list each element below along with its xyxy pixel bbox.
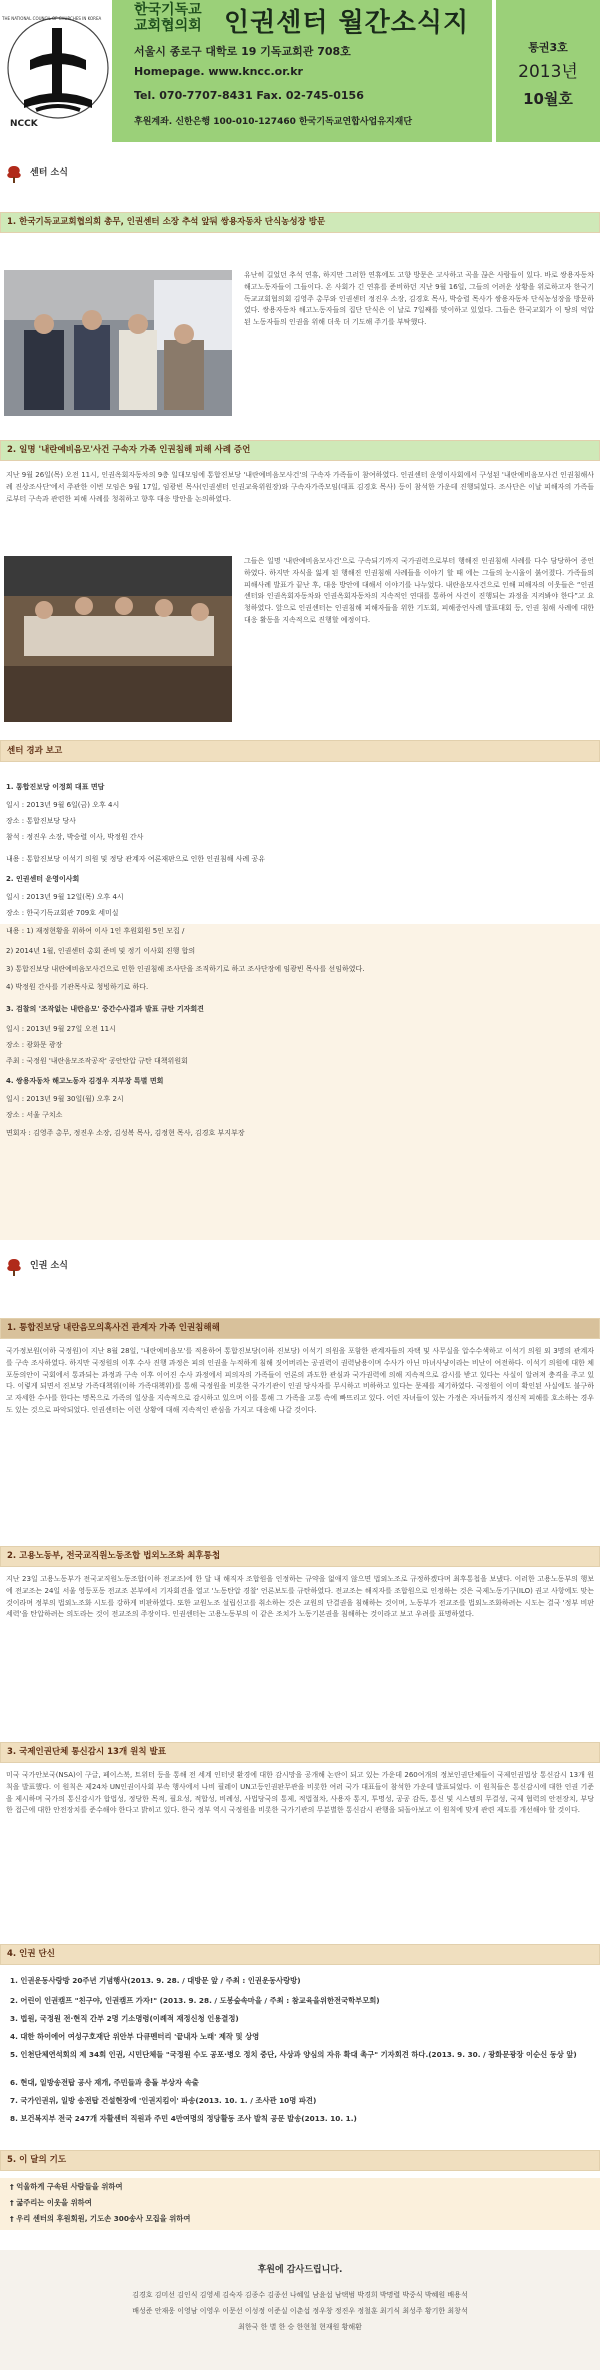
issue-year: 2013년 [518,62,578,82]
issue-panel [496,0,600,142]
ncck-emblem-icon [0,0,110,142]
report-line: 내용 : 통합진보당 이석기 의원 및 정당 관계자 여론재판으로 인한 인권침해 사례 공유 [6,855,265,863]
brief-news-item: 7. 국가인권위, 일방 송전탑 건설현장에 '인권지킴이' 파송(2013. 10. 1. / 조사관 10명 파견) [10,2096,317,2105]
address-text: 서울시 종로구 대학로 19 기독교회관 708호 [134,45,351,58]
prayer-list [0,2178,600,2230]
account-text: 후원계좌. 신한은행 100-010-127460 한국기독교연합사업유지재단 [134,117,413,127]
thanks-title: 후원에 감사드립니다. [257,2265,343,2275]
brief-news-item: 3. 법원, 국정원 전·현직 간부 2명 기소명령(이례적 재정신청 인용결정) [10,2014,239,2023]
donor-names-1: 김경호 김미선 김인식 김영세 김숙자 김종수 김종선 나혜일 남윤섭 남택범 박경희 박명렬 박중식 박혜원 배용석 [132,2291,468,2299]
news-body-family-1: 지난 9월 26일(목) 오전 11시, 인권옥회자동차의 9층 일대모임에 통합진보당 '내란예비음모사건'의 구속자 가족들이 참여하였다. 인권센터 운영이사회에서 구성된 '내란예비음모사건 인권침해사례 진상조사단'에서 주관한 이번 모임은 9월 17일, 임광빈 목사(인권센터 인권교육위원장)와 구속자가족모임(대표 김경호 목사) 등이 참석한 가운데 진행되었다. 조사단은 이날 피해자의 가족들로부터 구속과 관련한 피해 사례를 청취하고 향후 대응 방안을 논의하였다. [6,471,594,503]
brief-news-item: 1. 인권운동사랑방 20주년 기념행사(2013. 9. 28. / 대방문 앞 / 주최 : 인권운동사랑방) [10,1976,301,1985]
report-line: 장소 : 통합진보당 당사 [6,817,76,825]
report-line: 장소 : 광화문 광장 [6,1041,63,1049]
report-line: 장소 : 한국기독교회관 709호 세미실 [6,909,119,917]
brief-news-item: 2. 어린이 인권캠프 "친구야, 인권캠프 가자!" (2013. 9. 28. / 도봉숲속마을 / 주최 : 참교육을위한전국학부모회) [10,1996,380,2005]
report-line: 1. 통합진보당 이정희 대표 면담 [6,783,105,791]
tel-fax-text: Tel. 070-7707-8431 Fax. 02-745-0156 [134,89,364,102]
photo-image [4,270,232,416]
brief-news-item: 6. 현대, 일방송전탑 공사 재개, 주민들과 충돌 부상자 속출 [10,2078,199,2087]
section-heading-human-rights-news [0,1255,68,1279]
hr-news-body-2: 지난 23일 고용노동부가 전국교직원노동조합(이하 전교조)에 한 달 내 해직자 조합원을 인정하는 규약을 없애지 않으면 법외노조로 규정하겠다며 최후통첩을 보냈다. 이러한 고용노동부의 행보에 전교조는 24일 서울 영등포동 전교조 본부에서 기자회견을 열고 '노동탄압 경찰' 언론보도를 규탄하였다. 전교조는 해직자를 조합원으로 인정하는 것은 국제노동기구(ILO) 권고 사항에도 맞는 것이라며 정부의 법외노조화 시도를 강하게 비판하였다. 또한 교원노조 설립신고를 취소하는 것은 교원의 단결권을 침해하는 것이며, 노동부가 전교조를 법외노조화하려는 시도는 결국 '정부 비판 세력'을 탄압하려는 의도라는 것이 전교조의 주장이다. 인권센터는 고용노동부의 이 같은 조치가 노동기본권을 침해하는 것이라고 보고 우려를 표명하였다. [6,1575,594,1619]
donor-names-3: 최한국 한 별 한 승 한현철 현재원 황해환 [238,2323,362,2331]
donor-thanks [0,2250,600,2370]
homepage-text: Homepage. www.kncc.or.kr [134,65,303,78]
hr-news-body-1: 국가정보원(이하 국정원)이 지난 8월 28일, '내란예비음모'를 적용하여 통합진보당(이하 진보당) 이석기 의원을 포함한 관계자들의 자택 및 사무실을 압수수색하고 이석기 의원 외 3명의 관계자를 구속 조사하였다. 하지만 국정원의 이후 수사 진행 과정은 피의 인권을 누적하게 침해 짓어버리는 공권력이 권력남용이며 수사가 아닌 마녀사냥이라는 비난이 여전하다. 이석기 의원에 대한 체포동의안이 국회에서 통과되는 과정과 구속 이후 이어진 수사 과정에서 피의자의 가족들이 언론의 과도한 관심과 국가권력에 의해 지속적으로 감시를 받고 있다는 사실이 알려져 충격을 주고 있다. 이렇게 되면서 진보당 가족대책위(이하 가족대책위)를 통해 국정원을 비롯한 국가기관이 인권 당사자를 무시하고 비하하고 있다는 문제를 제기하였다. 국정원이 이미 확인된 사실에도 불구하고 자세한 수사를 한다는 명목으로 가족의 일상을 지속적으로 감시하고 있으며 이를 통해 그 가족을 고통 속에 빠뜨리고 있다. 어린 자녀들이 있는 가정은 자녀들까지 정신적 피해를 호소하는 경우도 있는 것으로 파악되었다. 인권센터는 이런 상황에 대해 지속적인 관심을 가지고 대응해 나갈 것이다. [6,1347,594,1414]
hr-news-heading-3: 3. 국제인권단체 통신감시 13개 원칙 발표 [0,1742,600,1763]
report-line: 주최 : 국정원 '내란음모조작공작' 공안탄압 규탄 대책위원회 [6,1057,188,1065]
newsletter-header [0,0,600,142]
photo-family-testimony [4,556,232,722]
report-line: 일시 : 2013년 9월 27일 오전 11시 [6,1025,116,1033]
section-title: 센터 경과 보고 [7,745,63,756]
svg-text:THE NATIONAL COUNCIL OF CHURCH: THE NATIONAL COUNCIL OF CHURCHES IN KOREA [2,16,102,21]
tree-icon [4,1257,24,1277]
donor-names-2: 배성준 안재웅 이영남 이영우 이문선 이성정 이준실 이춘섭 정우창 정진우 정철훈 최기식 최성주 황기한 최창석 [132,2307,468,2315]
report-line: 4) 박정원 간사를 기관목사로 청빙하기로 하다. [6,983,149,991]
section-heading-progress-report [0,740,600,762]
org-name-line2: 교회협의회 [134,18,202,35]
report-line: 2) 2014년 1월, 인권센터 총회 준비 및 정기 이사회 진행 합의 [6,947,196,955]
header-info-panel [112,0,492,142]
report-line: 일시 : 2013년 9월 6일(금) 오후 4시 [6,801,120,809]
brief-news-item: 8. 보건복지부 전국 247개 자활센터 직원과 주민 4만여명의 정당활동 조사 발칙 공문 발송(2013. 10. 1.) [10,2114,357,2123]
issue-month: 10월호 [523,90,573,108]
report-line: 참석 : 정진우 소장, 박승렬 이사, 박정원 간사 [6,833,144,841]
report-line: 일시 : 2013년 9월 30일(월) 오후 2시 [6,1095,124,1103]
report-line: 일시 : 2013년 9월 12일(목) 오후 4시 [6,893,124,901]
news-body-family-2: 그들은 일명 '내란예비음모사건'으로 구속되기까지 국가권력으로부터 행해진 인권침해 사례를 다수 담당하여 증언하였다. 하지만 자식을 잃게 된 행해진 인권침해 사례들을 이야기 할 때 에는 그들의 눈시울이 붉어졌다. 가족들의 피해사례 발표가 끝난 후, 대응 방안에 대해서 이야기를 나누었다. 내란음모사건으로 인해 피해자의 이웃들은 “인권센터와 인권옥회자동차와 인권옥회자동차의 지속적인 연대를 통하여 사건이 진행되는 과정을 지켜봐야 한다”고 요청하였다. 앞으로 인권센터는 인권침해 피해자들을 위한 기도회, 피해증언사례 발표대회 등, 인권 침해 사례에 대한 대응 활동을 지속적으로 진행할 예정이다. [244,557,594,624]
svg-text:NCCK: NCCK [10,119,38,129]
photo-ssangyong-visit [4,270,232,416]
photo-image [4,556,232,722]
report-line: 3) 통합진보당 내란예비음모사건으로 인한 인권침해 조사단을 조직하기로 하고 조사단장에 임광빈 목사를 선임하였다. [6,965,365,973]
hr-news-heading-2: 2. 고용노동부, 전국교직원노동조합 법외노조화 최후통첩 [0,1546,600,1567]
hr-news-heading-4: 4. 인권 단신 [0,1944,600,1965]
hr-news-body-3: 미국 국가안보국(NSA)이 구글, 페이스북, 트위터 등을 통해 전 세계 인터넷 환경에 대한 감시망을 공개해 논란이 되고 있는 가운데 260여개의 정보인권단체들이 국제인권법상 통신감시 13개 원칙을 발표했다. 이 원칙은 제24차 UN인권이사회 부속 행사에서 나비 필레이 UN고등인권판무관을 비롯한 여러 국가 대표들이 참석한 가운데 발표되었다. 이 원칙들은 통신감시에 대한 인권 기준을 제시하며 국가의 통신감시가 합법성, 정당한 목적, 필요성, 적합성, 비례성, 사법당국의 통제, 적법절차, 사용자 통지, 투명성, 공공 감독, 통신 및 시스템의 무결성, 국제 협력의 안전장치, 부당한 접근에 대한 안전장치를 준수해야 한다고 밝히고 있다. 한국 정부 역시 국정원을 비롯한 국가기관의 무분별한 통신감시 관행을 되돌아보고 이 원칙에 맞게 관련 제도를 개선해야 할 것이다. [6,1771,594,1815]
news-heading-family-testimony: 2. 일명 '내란예비음모'사건 구속자 가족 인권침해 피해 사례 증언 [0,440,600,461]
brief-news-item: 4. 대한 하이에어 여성구호재단 위안부 다큐멘터리 '끝내자 노래' 제작 및 상영 [10,2032,260,2041]
report-line: 4. 쌍용자동차 해고노동자 김정우 지부장 특별 면회 [6,1077,164,1085]
report-line: 면회자 : 김영주 총무, 정진우 소장, 김성복 목사, 김정현 목사, 김경호 부지부장 [6,1129,245,1137]
news-heading-ssangyong: 1. 한국기독교교회협의회 총무, 인권센터 소장 추석 앞둬 쌍용자동차 단식농성장 방문 [0,212,600,233]
section-heading-center-news [0,162,68,186]
hr-news-heading-5: 5. 이 달의 기도 [0,2150,600,2171]
prayer-item: † 억울하게 구속된 사람들을 위하여 [10,2182,123,2191]
section-title: 센터 소식 [30,168,68,179]
prayer-item: † 굶주리는 이웃을 위하여 [10,2198,92,2207]
org-name-line1: 한국기독교 [134,2,202,18]
report-line: 2. 인권센터 운영이사회 [6,875,80,883]
issue-number: 통권3호 [528,41,568,54]
progress-report [0,770,600,1240]
report-line: 장소 : 서울 구치소 [6,1111,63,1119]
news-body-ssangyong: 유난히 길었던 추석 연휴, 하지만 그러한 연휴에도 고향 방문은 고사하고 곡을 끊은 사람들이 있다. 바로 쌍용자동차 해고노동자들이 그들이다. 온 사회가 긴 연휴를 준비하던 지난 9월 16일, 그들의 어려운 상황을 위로하고자 한국기독교교회협의회 김영주 총무와 인권센터 정진우 소장, 김경호 목사, 박승렬 목사가 쌍용자동차 단식농성장을 방문하였다. 쌍용자동차 해고노동자들의 집단 단식은 이 날로 7일째를 맞이하고 있었다. 그들은 한국교회가 이 땅의 억압된 노동자들의 인권을 위해 더욱 더 기도해 주기를 부탁했다. [244,271,594,326]
report-line: 내용 : 1) 재정현황을 위하여 이사 1인 후원회원 5인 모집 / [6,927,185,935]
ncck-logo [0,0,110,142]
report-line: 3. 검찰의 '조작없는 내란음모' 중간수사결과 발표 규탄 기자회견 [6,1005,204,1013]
tree-icon [4,164,24,184]
newsletter-title: 인권센터 월간소식지 [224,8,470,38]
brief-news-item: 5. 인천단체연석회의 제 34회 인권, 시민단체들 "국정원 수도 공포·병오 정치 중단, 사상과 양심의 자유 확대 촉구" 기자회견 하다.(2013. 9. 30. / 광화문광장 이순신 동상 앞) [10,2050,577,2059]
org-name [134,2,202,34]
section-title: 인권 소식 [30,1261,68,1272]
prayer-item: † 우리 센터의 후원회원, 기도손 300송사 모집을 위하여 [10,2214,191,2223]
hr-news-heading-1: 1. 통합진보당 내란음모의혹사건 관계자 가족 인권침해해 [0,1318,600,1339]
